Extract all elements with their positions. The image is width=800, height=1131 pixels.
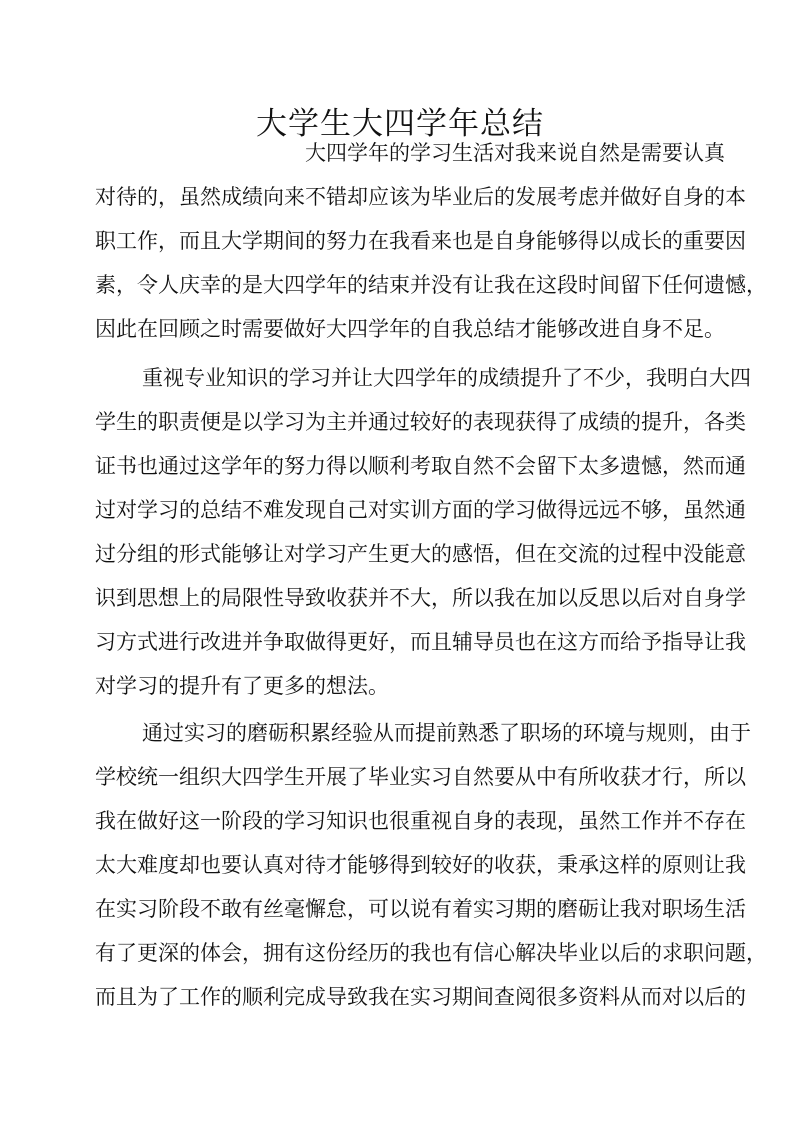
paragraph-2-line-6: 识到思想上的局限性导致收获并不大，所以我在加以反思以后对自身学 xyxy=(95,586,746,610)
paragraph-3-line-5: 在实习阶段不敢有丝毫懈怠，可以说有着实习期的磨砺让我对职场生活 xyxy=(95,897,746,921)
paragraph-3-line-4: 太大难度却也要认真对待才能够得到较好的收获，秉承这样的原则让我 xyxy=(95,853,746,877)
paragraph-1-line-4: 素，令人庆幸的是大四学年的结束并没有让我在这段时间留下任何遗憾， xyxy=(95,273,767,297)
paragraph-2-line-2: 学生的职责便是以学习为主并通过较好的表现获得了成绩的提升，各类 xyxy=(95,410,746,434)
paragraph-2-line-3: 证书也通过这学年的努力得以顺利考取自然不会留下太多遗憾，然而通 xyxy=(95,454,746,478)
paragraph-3-line-2: 学校统一组织大四学生开展了毕业实习自然要从中有所收获才行，所以 xyxy=(95,765,746,789)
paragraph-2-line-4: 过对学习的总结不难发现自己对实训方面的学习做得远远不够，虽然通 xyxy=(95,498,746,522)
paragraph-2-line-5: 过分组的形式能够让对学习产生更大的感悟，但在交流的过程中没能意 xyxy=(95,542,746,566)
paragraph-2-line-7: 习方式进行改进并争取做得更好，而且辅导员也在这方而给予指导让我 xyxy=(95,630,746,654)
paragraph-3-line-1: 通过实习的磨砺积累经验从而提前熟悉了职场的环境与规则，由于 xyxy=(142,721,751,745)
paragraph-1-line-5: 因此在回顾之时需要做好大四学年的自我总结才能够改进自身不足。 xyxy=(95,317,725,341)
paragraph-2-line-8: 对学习的提升有了更多的想法。 xyxy=(95,674,389,698)
document-title: 大学生大四学年总结 xyxy=(256,105,544,142)
paragraph-1-line-2: 对待的，虽然成绩向来不错却应该为毕业后的发展考虑并做好自身的本 xyxy=(95,185,746,209)
paragraph-3-line-3: 我在做好这一阶段的学习知识也很重视自身的表现，虽然工作并不存在 xyxy=(95,809,746,833)
paragraph-1-line-3: 职工作，而且大学期间的努力在我看来也是自身能够得以成长的重要因 xyxy=(95,229,746,253)
paragraph-1-line-1: 大四学年的学习生活对我来说自然是需要认真 xyxy=(305,141,725,165)
paragraph-3-line-7: 而且为了工作的顺利完成导致我在实习期间查阅很多资料从而对以后的 xyxy=(95,985,746,1009)
paragraph-2-line-1: 重视专业知识的学习并让大四学年的成绩提升了不少，我明白大四 xyxy=(142,366,751,390)
paragraph-3-line-6: 有了更深的体会，拥有这份经历的我也有信心解决毕业以后的求职问题， xyxy=(95,941,767,965)
